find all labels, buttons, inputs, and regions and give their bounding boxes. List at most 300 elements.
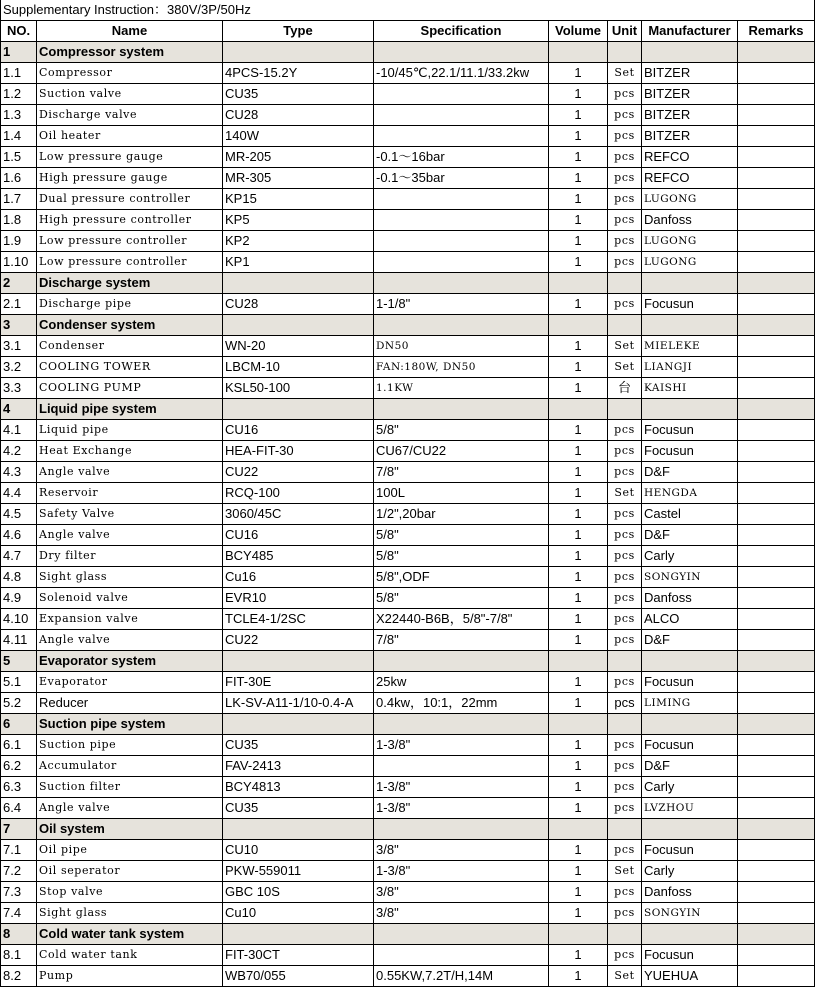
item-number[interactable]: 2.1 xyxy=(1,294,37,315)
item-unit[interactable]: pcs xyxy=(608,294,642,315)
header-specification[interactable]: Specification xyxy=(374,21,549,42)
item-number[interactable]: 1.5 xyxy=(1,147,37,168)
section-empty-cell[interactable] xyxy=(223,651,374,672)
section-number[interactable]: 2 xyxy=(1,273,37,294)
item-type[interactable]: CU35 xyxy=(223,735,374,756)
item-type[interactable]: FIT-30CT xyxy=(223,945,374,966)
item-remarks[interactable] xyxy=(738,777,815,798)
item-number[interactable]: 3.2 xyxy=(1,357,37,378)
item-type[interactable]: RCQ-100 xyxy=(223,483,374,504)
item-name[interactable]: Accumulator xyxy=(37,756,223,777)
item-specification[interactable]: CU67/CU22 xyxy=(374,441,549,462)
item-unit[interactable]: pcs xyxy=(608,777,642,798)
item-volume[interactable]: 1 xyxy=(549,588,608,609)
section-empty-cell[interactable] xyxy=(642,714,738,735)
item-remarks[interactable] xyxy=(738,546,815,567)
item-volume[interactable]: 1 xyxy=(549,336,608,357)
item-name[interactable]: Expansion valve xyxy=(37,609,223,630)
section-empty-cell[interactable] xyxy=(374,42,549,63)
item-volume[interactable]: 1 xyxy=(549,231,608,252)
item-number[interactable]: 3.1 xyxy=(1,336,37,357)
item-name[interactable]: Low pressure gauge xyxy=(37,147,223,168)
item-name[interactable]: Compressor xyxy=(37,63,223,84)
item-volume[interactable]: 1 xyxy=(549,630,608,651)
item-volume[interactable]: 1 xyxy=(549,546,608,567)
item-type[interactable]: WN-20 xyxy=(223,336,374,357)
item-type[interactable]: CU35 xyxy=(223,84,374,105)
section-empty-cell[interactable] xyxy=(642,42,738,63)
item-manufacturer[interactable]: Carly xyxy=(642,861,738,882)
item-unit[interactable]: pcs xyxy=(608,441,642,462)
item-remarks[interactable] xyxy=(738,420,815,441)
section-number[interactable]: 7 xyxy=(1,819,37,840)
item-manufacturer[interactable]: Focusun xyxy=(642,672,738,693)
item-volume[interactable]: 1 xyxy=(549,945,608,966)
item-volume[interactable]: 1 xyxy=(549,798,608,819)
section-title[interactable]: Liquid pipe system xyxy=(37,399,223,420)
item-unit[interactable]: Set xyxy=(608,483,642,504)
item-volume[interactable]: 1 xyxy=(549,903,608,924)
section-empty-cell[interactable] xyxy=(549,273,608,294)
item-type[interactable]: 4PCS-15.2Y xyxy=(223,63,374,84)
item-manufacturer[interactable]: Castel xyxy=(642,504,738,525)
item-manufacturer[interactable]: Focusun xyxy=(642,420,738,441)
section-empty-cell[interactable] xyxy=(223,714,374,735)
section-title[interactable]: Evaporator system xyxy=(37,651,223,672)
item-manufacturer[interactable]: BITZER xyxy=(642,84,738,105)
item-volume[interactable]: 1 xyxy=(549,420,608,441)
item-unit[interactable]: pcs xyxy=(608,840,642,861)
item-number[interactable]: 6.3 xyxy=(1,777,37,798)
item-specification[interactable]: -0.1～16bar xyxy=(374,147,549,168)
item-type[interactable]: BCY4813 xyxy=(223,777,374,798)
item-unit[interactable]: pcs xyxy=(608,126,642,147)
section-empty-cell[interactable] xyxy=(608,42,642,63)
item-name[interactable]: Suction filter xyxy=(37,777,223,798)
item-volume[interactable]: 1 xyxy=(549,609,608,630)
item-number[interactable]: 1.10 xyxy=(1,252,37,273)
section-empty-cell[interactable] xyxy=(608,819,642,840)
section-empty-cell[interactable] xyxy=(549,651,608,672)
item-number[interactable]: 4.2 xyxy=(1,441,37,462)
item-type[interactable]: CU35 xyxy=(223,798,374,819)
item-name[interactable]: Sight glass xyxy=(37,903,223,924)
item-name[interactable]: Low pressure controller xyxy=(37,252,223,273)
item-name[interactable]: High pressure gauge xyxy=(37,168,223,189)
item-name[interactable]: Liquid pipe xyxy=(37,420,223,441)
item-unit[interactable]: pcs xyxy=(608,630,642,651)
item-volume[interactable]: 1 xyxy=(549,126,608,147)
item-manufacturer[interactable]: Danfoss xyxy=(642,882,738,903)
header-manufacturer[interactable]: Manufacturer xyxy=(642,21,738,42)
section-title[interactable]: Oil system xyxy=(37,819,223,840)
item-specification[interactable] xyxy=(374,126,549,147)
item-unit[interactable]: Set xyxy=(608,336,642,357)
item-manufacturer[interactable]: BITZER xyxy=(642,126,738,147)
item-unit[interactable]: pcs xyxy=(608,588,642,609)
section-empty-cell[interactable] xyxy=(608,315,642,336)
item-specification[interactable]: -0.1～35bar xyxy=(374,168,549,189)
item-number[interactable]: 3.3 xyxy=(1,378,37,399)
item-number[interactable]: 4.4 xyxy=(1,483,37,504)
item-unit[interactable]: pcs xyxy=(608,462,642,483)
item-volume[interactable]: 1 xyxy=(549,462,608,483)
item-name[interactable]: Heat Exchange xyxy=(37,441,223,462)
item-type[interactable]: MR-305 xyxy=(223,168,374,189)
item-number[interactable]: 7.4 xyxy=(1,903,37,924)
section-empty-cell[interactable] xyxy=(738,273,815,294)
item-type[interactable]: PKW-559011 xyxy=(223,861,374,882)
item-remarks[interactable] xyxy=(738,861,815,882)
section-empty-cell[interactable] xyxy=(374,399,549,420)
item-unit[interactable]: Set xyxy=(608,63,642,84)
section-empty-cell[interactable] xyxy=(642,819,738,840)
item-name[interactable]: Reservoir xyxy=(37,483,223,504)
item-name[interactable]: Angle valve xyxy=(37,798,223,819)
item-type[interactable]: CU28 xyxy=(223,105,374,126)
item-unit[interactable]: pcs xyxy=(608,105,642,126)
item-volume[interactable]: 1 xyxy=(549,504,608,525)
item-number[interactable]: 1.6 xyxy=(1,168,37,189)
item-number[interactable]: 7.1 xyxy=(1,840,37,861)
item-type[interactable]: EVR10 xyxy=(223,588,374,609)
section-empty-cell[interactable] xyxy=(738,42,815,63)
item-type[interactable]: Cu10 xyxy=(223,903,374,924)
item-unit[interactable]: pcs xyxy=(608,798,642,819)
item-type[interactable]: HEA-FIT-30 xyxy=(223,441,374,462)
item-specification[interactable]: 1-3/8" xyxy=(374,777,549,798)
item-specification[interactable]: 5/8" xyxy=(374,525,549,546)
item-volume[interactable]: 1 xyxy=(549,189,608,210)
item-remarks[interactable] xyxy=(738,441,815,462)
item-unit[interactable]: pcs xyxy=(608,147,642,168)
item-volume[interactable]: 1 xyxy=(549,357,608,378)
item-specification[interactable]: 0.55KW,7.2T/H,14M xyxy=(374,966,549,987)
item-specification[interactable] xyxy=(374,105,549,126)
item-specification[interactable]: 1-3/8" xyxy=(374,735,549,756)
item-name[interactable]: Reducer xyxy=(37,693,223,714)
item-name[interactable]: Pump xyxy=(37,966,223,987)
item-number[interactable]: 4.10 xyxy=(1,609,37,630)
section-empty-cell[interactable] xyxy=(738,399,815,420)
item-name[interactable]: Oil pipe xyxy=(37,840,223,861)
section-empty-cell[interactable] xyxy=(223,924,374,945)
item-number[interactable]: 8.2 xyxy=(1,966,37,987)
section-empty-cell[interactable] xyxy=(374,315,549,336)
section-number[interactable]: 6 xyxy=(1,714,37,735)
item-volume[interactable]: 1 xyxy=(549,63,608,84)
section-empty-cell[interactable] xyxy=(642,315,738,336)
item-name[interactable]: Angle valve xyxy=(37,630,223,651)
section-empty-cell[interactable] xyxy=(223,819,374,840)
item-name[interactable]: Angle valve xyxy=(37,462,223,483)
item-type[interactable]: CU16 xyxy=(223,525,374,546)
header-type[interactable]: Type xyxy=(223,21,374,42)
section-empty-cell[interactable] xyxy=(549,42,608,63)
item-unit[interactable]: Set xyxy=(608,861,642,882)
item-remarks[interactable] xyxy=(738,882,815,903)
header-name[interactable]: Name xyxy=(37,21,223,42)
item-specification[interactable]: 1-1/8" xyxy=(374,294,549,315)
item-remarks[interactable] xyxy=(738,903,815,924)
item-unit[interactable]: pcs xyxy=(608,945,642,966)
item-name[interactable]: Evaporator xyxy=(37,672,223,693)
item-volume[interactable]: 1 xyxy=(549,756,608,777)
item-remarks[interactable] xyxy=(738,294,815,315)
item-number[interactable]: 5.1 xyxy=(1,672,37,693)
item-volume[interactable]: 1 xyxy=(549,168,608,189)
item-name[interactable]: Dual pressure controller xyxy=(37,189,223,210)
item-name[interactable]: Angle valve xyxy=(37,525,223,546)
item-manufacturer[interactable]: Carly xyxy=(642,777,738,798)
item-number[interactable]: 7.3 xyxy=(1,882,37,903)
item-manufacturer[interactable]: D&F xyxy=(642,630,738,651)
item-number[interactable]: 6.4 xyxy=(1,798,37,819)
item-volume[interactable]: 1 xyxy=(549,735,608,756)
section-empty-cell[interactable] xyxy=(738,819,815,840)
item-type[interactable]: 140W xyxy=(223,126,374,147)
item-specification[interactable]: 7/8" xyxy=(374,630,549,651)
item-remarks[interactable] xyxy=(738,735,815,756)
item-number[interactable]: 4.9 xyxy=(1,588,37,609)
item-name[interactable]: Oil heater xyxy=(37,126,223,147)
item-type[interactable]: BCY485 xyxy=(223,546,374,567)
item-specification[interactable] xyxy=(374,189,549,210)
item-manufacturer[interactable]: LUGONG xyxy=(642,231,738,252)
item-name[interactable]: Discharge pipe xyxy=(37,294,223,315)
item-type[interactable]: Cu16 xyxy=(223,567,374,588)
item-unit[interactable]: pcs xyxy=(608,504,642,525)
section-number[interactable]: 8 xyxy=(1,924,37,945)
section-empty-cell[interactable] xyxy=(738,315,815,336)
item-type[interactable]: FAV-2413 xyxy=(223,756,374,777)
item-number[interactable]: 4.8 xyxy=(1,567,37,588)
item-remarks[interactable] xyxy=(738,84,815,105)
item-remarks[interactable] xyxy=(738,756,815,777)
item-type[interactable]: LK-SV-A11-1/10-0.4-A xyxy=(223,693,374,714)
item-specification[interactable]: 3/8" xyxy=(374,882,549,903)
section-title[interactable]: Cold water tank system xyxy=(37,924,223,945)
item-name[interactable]: Low pressure controller xyxy=(37,231,223,252)
item-type[interactable]: KSL50-100 xyxy=(223,378,374,399)
item-volume[interactable]: 1 xyxy=(549,84,608,105)
item-unit[interactable]: pcs xyxy=(608,672,642,693)
item-unit[interactable]: pcs xyxy=(608,84,642,105)
item-remarks[interactable] xyxy=(738,462,815,483)
item-specification[interactable]: 1.1KW xyxy=(374,378,549,399)
item-unit[interactable]: pcs xyxy=(608,210,642,231)
item-remarks[interactable] xyxy=(738,147,815,168)
item-volume[interactable]: 1 xyxy=(549,105,608,126)
item-remarks[interactable] xyxy=(738,567,815,588)
section-empty-cell[interactable] xyxy=(374,819,549,840)
section-title[interactable]: Condenser system xyxy=(37,315,223,336)
section-empty-cell[interactable] xyxy=(549,714,608,735)
item-manufacturer[interactable]: D&F xyxy=(642,525,738,546)
item-type[interactable]: GBC 10S xyxy=(223,882,374,903)
item-manufacturer[interactable]: Danfoss xyxy=(642,588,738,609)
item-manufacturer[interactable]: MIELEKE xyxy=(642,336,738,357)
item-type[interactable]: TCLE4-1/2SC xyxy=(223,609,374,630)
item-name[interactable]: Oil seperator xyxy=(37,861,223,882)
item-remarks[interactable] xyxy=(738,63,815,84)
item-unit[interactable]: pcs xyxy=(608,525,642,546)
item-name[interactable]: Safety Valve xyxy=(37,504,223,525)
section-empty-cell[interactable] xyxy=(374,924,549,945)
item-manufacturer[interactable]: D&F xyxy=(642,462,738,483)
item-remarks[interactable] xyxy=(738,126,815,147)
item-name[interactable]: Stop valve xyxy=(37,882,223,903)
item-specification[interactable]: 1-3/8" xyxy=(374,861,549,882)
item-unit[interactable]: pcs xyxy=(608,252,642,273)
item-number[interactable]: 1.4 xyxy=(1,126,37,147)
item-volume[interactable]: 1 xyxy=(549,483,608,504)
section-title[interactable]: Discharge system xyxy=(37,273,223,294)
item-name[interactable]: Suction pipe xyxy=(37,735,223,756)
supplementary-instruction[interactable]: Supplementary Instruction：380V/3P/50Hz xyxy=(1,0,815,21)
item-number[interactable]: 1.1 xyxy=(1,63,37,84)
section-empty-cell[interactable] xyxy=(608,651,642,672)
section-empty-cell[interactable] xyxy=(223,315,374,336)
item-remarks[interactable] xyxy=(738,504,815,525)
item-volume[interactable]: 1 xyxy=(549,567,608,588)
item-name[interactable]: COOLING TOWER xyxy=(37,357,223,378)
section-empty-cell[interactable] xyxy=(549,315,608,336)
item-unit[interactable]: Set xyxy=(608,357,642,378)
section-empty-cell[interactable] xyxy=(738,651,815,672)
section-empty-cell[interactable] xyxy=(642,273,738,294)
item-unit[interactable]: pcs xyxy=(608,882,642,903)
section-empty-cell[interactable] xyxy=(549,399,608,420)
section-empty-cell[interactable] xyxy=(549,819,608,840)
item-remarks[interactable] xyxy=(738,672,815,693)
item-manufacturer[interactable]: Focusun xyxy=(642,840,738,861)
item-unit[interactable]: pcs xyxy=(608,735,642,756)
item-volume[interactable]: 1 xyxy=(549,525,608,546)
item-unit[interactable]: 台 xyxy=(608,378,642,399)
item-unit[interactable]: pcs xyxy=(608,567,642,588)
item-remarks[interactable] xyxy=(738,945,815,966)
item-remarks[interactable] xyxy=(738,378,815,399)
item-specification[interactable]: 5/8" xyxy=(374,588,549,609)
section-title[interactable]: Compressor system xyxy=(37,42,223,63)
section-empty-cell[interactable] xyxy=(223,42,374,63)
item-remarks[interactable] xyxy=(738,105,815,126)
item-specification[interactable] xyxy=(374,84,549,105)
item-unit[interactable]: pcs xyxy=(608,693,642,714)
item-volume[interactable]: 1 xyxy=(549,294,608,315)
item-type[interactable]: CU10 xyxy=(223,840,374,861)
item-specification[interactable] xyxy=(374,945,549,966)
item-remarks[interactable] xyxy=(738,609,815,630)
section-number[interactable]: 3 xyxy=(1,315,37,336)
section-empty-cell[interactable] xyxy=(738,924,815,945)
item-manufacturer[interactable]: Focusun xyxy=(642,735,738,756)
item-volume[interactable]: 1 xyxy=(549,147,608,168)
item-type[interactable]: MR-205 xyxy=(223,147,374,168)
item-remarks[interactable] xyxy=(738,336,815,357)
item-specification[interactable]: 5/8" xyxy=(374,420,549,441)
item-type[interactable]: KP2 xyxy=(223,231,374,252)
section-empty-cell[interactable] xyxy=(223,399,374,420)
item-unit[interactable]: pcs xyxy=(608,546,642,567)
item-specification[interactable]: X22440-B6B，5/8"-7/8" xyxy=(374,609,549,630)
item-remarks[interactable] xyxy=(738,630,815,651)
item-number[interactable]: 5.2 xyxy=(1,693,37,714)
item-unit[interactable]: Set xyxy=(608,966,642,987)
item-remarks[interactable] xyxy=(738,588,815,609)
item-volume[interactable]: 1 xyxy=(549,672,608,693)
item-remarks[interactable] xyxy=(738,483,815,504)
item-specification[interactable] xyxy=(374,756,549,777)
item-specification[interactable]: 0.4kw，10:1，22mm xyxy=(374,693,549,714)
item-name[interactable]: Condenser xyxy=(37,336,223,357)
item-manufacturer[interactable]: LVZHOU xyxy=(642,798,738,819)
item-remarks[interactable] xyxy=(738,840,815,861)
section-empty-cell[interactable] xyxy=(374,714,549,735)
item-number[interactable]: 1.7 xyxy=(1,189,37,210)
item-type[interactable]: KP15 xyxy=(223,189,374,210)
item-type[interactable]: LBCM-10 xyxy=(223,357,374,378)
item-name[interactable]: Cold water tank xyxy=(37,945,223,966)
item-specification[interactable]: 5/8" xyxy=(374,546,549,567)
item-number[interactable]: 8.1 xyxy=(1,945,37,966)
section-title[interactable]: Suction pipe system xyxy=(37,714,223,735)
item-unit[interactable]: pcs xyxy=(608,903,642,924)
item-volume[interactable]: 1 xyxy=(549,966,608,987)
item-name[interactable]: Discharge valve xyxy=(37,105,223,126)
item-number[interactable]: 4.11 xyxy=(1,630,37,651)
item-manufacturer[interactable]: Carly xyxy=(642,546,738,567)
item-specification[interactable]: 100L xyxy=(374,483,549,504)
item-manufacturer[interactable]: LUGONG xyxy=(642,189,738,210)
section-empty-cell[interactable] xyxy=(608,924,642,945)
item-specification[interactable]: 1/2",20bar xyxy=(374,504,549,525)
item-manufacturer[interactable]: SONGYIN xyxy=(642,567,738,588)
item-volume[interactable]: 1 xyxy=(549,378,608,399)
item-number[interactable]: 6.2 xyxy=(1,756,37,777)
section-empty-cell[interactable] xyxy=(223,273,374,294)
item-number[interactable]: 4.1 xyxy=(1,420,37,441)
item-type[interactable]: KP5 xyxy=(223,210,374,231)
item-name[interactable]: Sight glass xyxy=(37,567,223,588)
item-unit[interactable]: pcs xyxy=(608,168,642,189)
item-remarks[interactable] xyxy=(738,252,815,273)
item-name[interactable]: COOLING PUMP xyxy=(37,378,223,399)
item-manufacturer[interactable]: LIMING xyxy=(642,693,738,714)
item-number[interactable]: 4.5 xyxy=(1,504,37,525)
item-number[interactable]: 4.3 xyxy=(1,462,37,483)
item-number[interactable]: 7.2 xyxy=(1,861,37,882)
item-manufacturer[interactable]: D&F xyxy=(642,756,738,777)
item-specification[interactable]: DN50 xyxy=(374,336,549,357)
item-specification[interactable]: FAN:180W, DN50 xyxy=(374,357,549,378)
item-remarks[interactable] xyxy=(738,693,815,714)
section-empty-cell[interactable] xyxy=(549,924,608,945)
item-name[interactable]: Suction valve xyxy=(37,84,223,105)
item-remarks[interactable] xyxy=(738,525,815,546)
item-manufacturer[interactable]: KAISHI xyxy=(642,378,738,399)
item-manufacturer[interactable]: REFCO xyxy=(642,168,738,189)
item-specification[interactable]: 3/8" xyxy=(374,903,549,924)
item-manufacturer[interactable]: Focusun xyxy=(642,945,738,966)
item-remarks[interactable] xyxy=(738,210,815,231)
item-name[interactable]: Solenoid valve xyxy=(37,588,223,609)
item-number[interactable]: 1.2 xyxy=(1,84,37,105)
item-number[interactable]: 1.9 xyxy=(1,231,37,252)
section-number[interactable]: 5 xyxy=(1,651,37,672)
item-volume[interactable]: 1 xyxy=(549,777,608,798)
